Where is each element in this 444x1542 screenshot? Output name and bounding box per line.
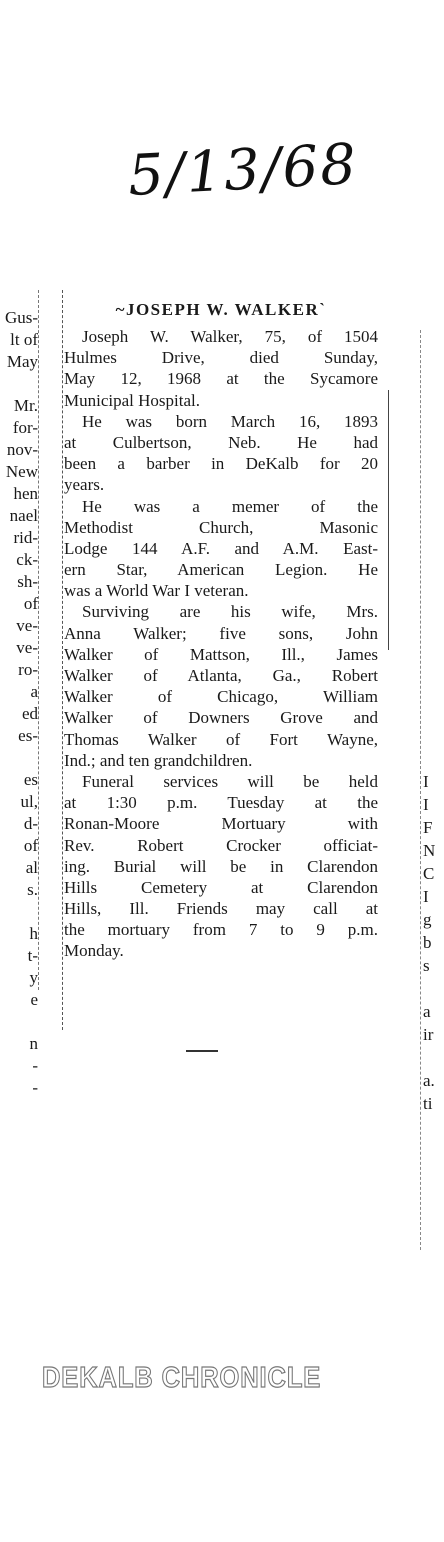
fragment-line: I (423, 795, 429, 814)
fragment-line: Mr. (13, 396, 38, 415)
fragment-line: ul, (20, 792, 38, 811)
fragment-line: a. (423, 1071, 435, 1090)
fragment-line: C (423, 864, 435, 883)
fragment-line: e (30, 990, 38, 1009)
fragment-line: ro- (18, 660, 38, 679)
article-end-rule (186, 1050, 218, 1052)
fragment-line: New (5, 462, 38, 481)
fragment-line: - (32, 1078, 38, 1097)
fragment-line: ir (423, 1025, 434, 1044)
obituary-body (64, 326, 378, 962)
newspaper-source-stamp: DEKALB CHRONICLE (42, 1362, 322, 1394)
fragment-line: I (423, 887, 429, 906)
fragment-line: of (23, 836, 38, 855)
fragment-line: al (25, 858, 38, 877)
fragment-line: of (23, 594, 38, 613)
obituary-line: been a barber in DeKalb for 20 (64, 454, 378, 474)
fragment-line: hen (13, 484, 38, 503)
fragment-line: F (423, 818, 433, 837)
fragment-line: es (23, 770, 38, 789)
fragment-line: nael (9, 506, 38, 525)
obituary-line: Anna Walker; five sons, John (64, 623, 378, 643)
fragment-line: nov- (6, 440, 38, 459)
fragment-line: a (423, 1002, 431, 1021)
fragment-line: rid- (13, 528, 38, 547)
obituary-line: Hills Cemetery at Clarendon (64, 877, 378, 897)
obituary-line: He was born March 16, 1893 (82, 411, 378, 431)
obituary-line: Municipal Hospital. (64, 390, 200, 410)
obituary-line: Rev. Robert Crocker officiat- (64, 835, 378, 855)
fragment-line: sh- (17, 572, 38, 591)
fragment-line: b (423, 933, 432, 952)
obituary-article (64, 300, 378, 962)
obituary-headline: ~JOSEPH W. WALKER` (115, 300, 327, 319)
obituary-line: Walker of Downers Grove and (64, 708, 378, 728)
fragment-line: I (423, 772, 429, 791)
obituary-line: Methodist Church, Masonic (64, 517, 378, 537)
fragment-line (423, 977, 444, 1000)
fragment-line: ve- (16, 616, 38, 635)
obituary-line: the mortuary from 7 to 9 p.m. (64, 920, 378, 940)
adjacent-column-fragment-left (0, 307, 38, 1099)
fragment-line (0, 1011, 38, 1033)
obituary-line: at 1:30 p.m. Tuesday at the (64, 793, 378, 813)
fragment-line: - (32, 1056, 38, 1075)
obituary-line: May 12, 1968 at the Sycamore (64, 369, 378, 389)
right-column-divider (420, 330, 421, 1250)
fragment-line: Gus- (4, 308, 38, 327)
obituary-line: Monday. (64, 941, 124, 961)
fragment-line: ve- (16, 638, 38, 657)
fragment-line: ed (21, 704, 38, 723)
obituary-line: Ind.; and ten grandchildren. (64, 750, 253, 770)
fragment-line: n (29, 1034, 38, 1053)
fragment-line: es- (18, 726, 38, 745)
obituary-line: ing. Burial will be in Clarendon (64, 856, 378, 876)
fragment-line: ti (423, 1094, 433, 1113)
clipping-edge-right (388, 390, 389, 650)
obituary-line: Funeral services will be held (82, 771, 378, 791)
fragment-line: g (423, 910, 432, 929)
fragment-line: a (30, 682, 38, 701)
obituary-line: Walker of Atlanta, Ga., Robert (64, 666, 378, 685)
obituary-line: Hills, Ill. Friends may call at (64, 899, 378, 919)
obituary-line: Walker of Chicago, William (64, 687, 378, 707)
clipping-edge-left (62, 290, 63, 1030)
obituary-line: Ronan-Moore Mortuary with (64, 814, 378, 834)
obituary-line: ern Star, American Legion. He (64, 560, 378, 580)
fragment-line (0, 747, 38, 769)
fragment-line: y (29, 968, 38, 987)
obituary-line: He was a memer of the (82, 496, 378, 516)
obituary-line: years. (64, 475, 105, 495)
fragment-line: t- (27, 946, 38, 965)
fragment-line (0, 901, 38, 923)
fragment-line: s. (27, 880, 38, 899)
obituary-line: Joseph W. Walker, 75, of 1504 (82, 327, 378, 346)
obituary-line: Walker of Mattson, Ill., James (64, 644, 378, 664)
obituary-line: at Culbertson, Neb. He had (64, 432, 378, 452)
obituary-line: Hulmes Drive, died Sunday, (64, 348, 378, 368)
fragment-line (0, 373, 38, 395)
left-column-divider (38, 290, 39, 990)
fragment-line: lt of (10, 330, 38, 349)
fragment-line: h (29, 924, 38, 943)
handwritten-date: 5/13/68 (126, 132, 360, 209)
obituary-line: Thomas Walker of Fort Wayne, (64, 729, 378, 749)
obituary-line: was a World War I veteran. (64, 581, 249, 601)
obituary-line: Lodge 144 A.F. and A.M. East- (64, 538, 378, 558)
fragment-line: May (6, 352, 38, 371)
fragment-line: s (423, 956, 430, 975)
fragment-line: d- (23, 814, 38, 833)
fragment-line: N (423, 841, 436, 860)
fragment-line: for- (12, 418, 38, 437)
adjacent-column-fragment-right (423, 770, 444, 1115)
obituary-line: Surviving are his wife, Mrs. (82, 602, 378, 622)
fragment-line: ck- (16, 550, 38, 569)
fragment-line (423, 1046, 444, 1069)
